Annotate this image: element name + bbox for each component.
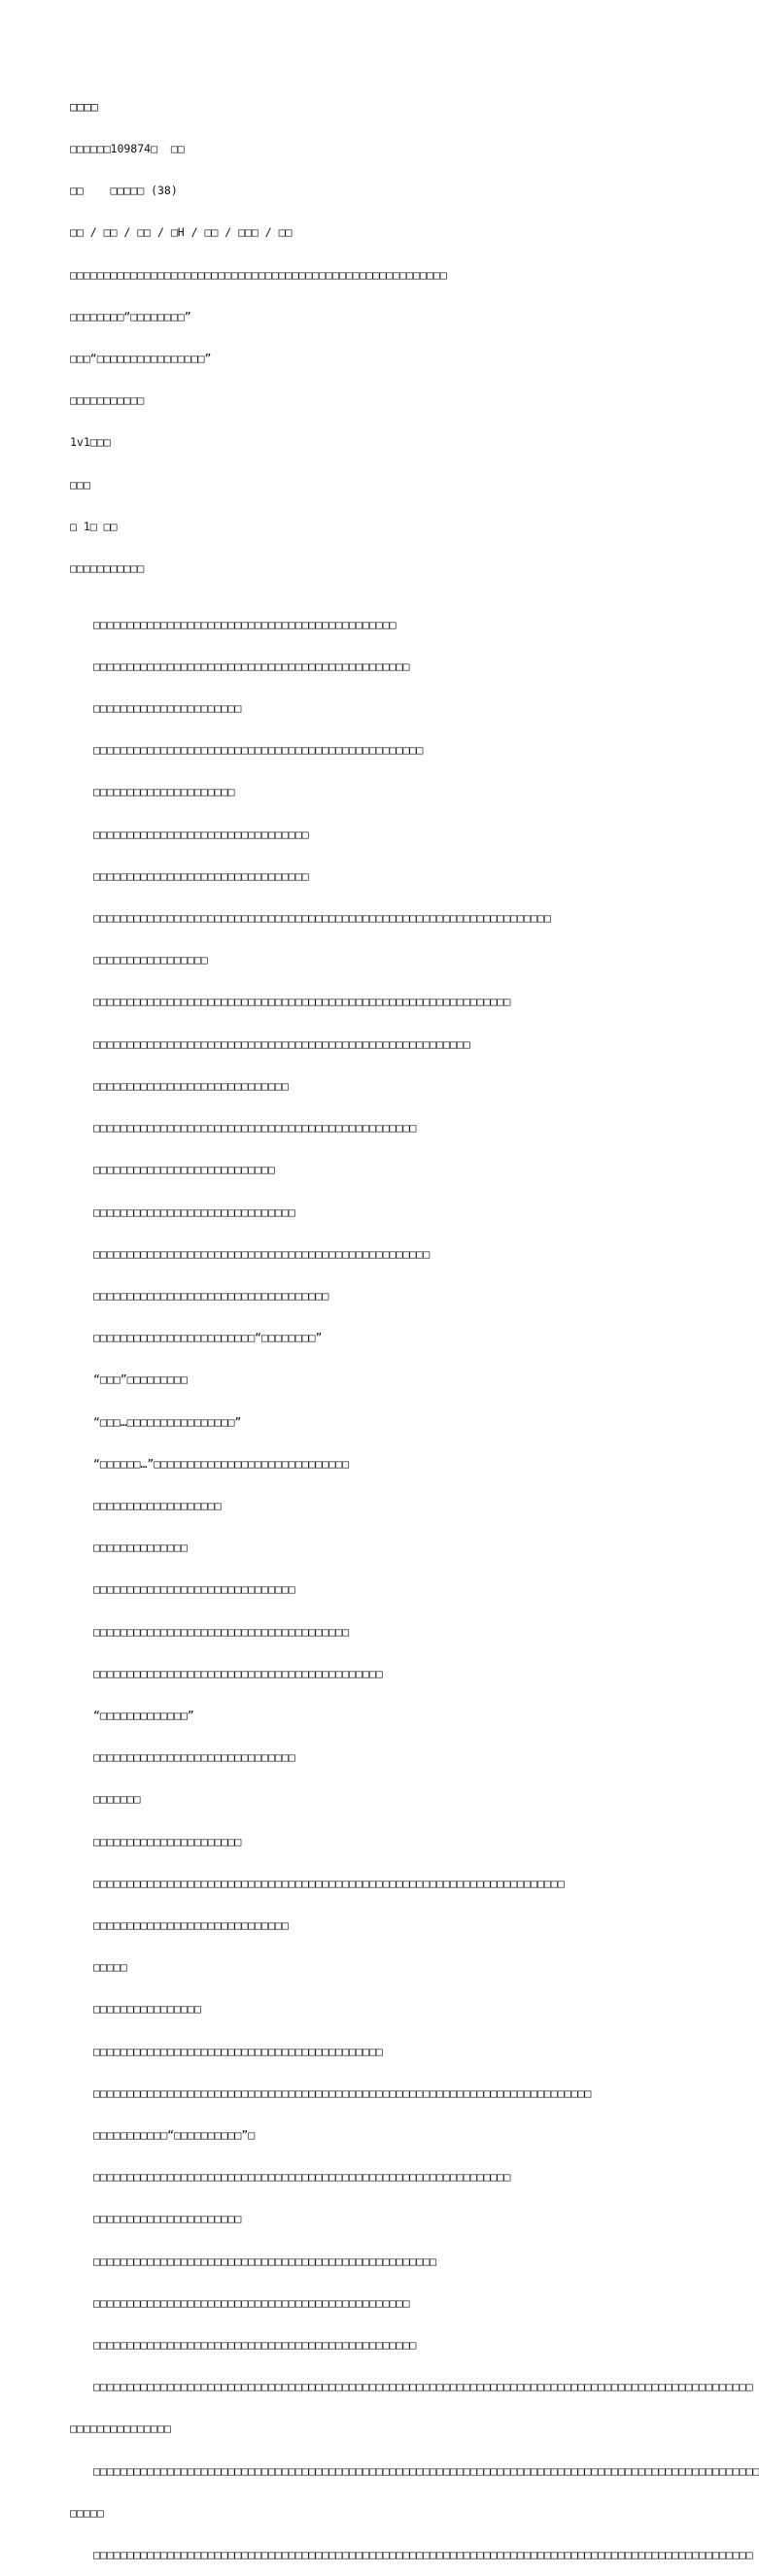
paragraph-line: □□□□□□□□□□□□□□□□ xyxy=(93,2002,201,2017)
paragraph-line: “□□□□□□…”□□□□□□□□□□□□□□□□□□□□□□□□□□□□□ xyxy=(93,1456,350,1471)
paragraph-line: □□□□□□□□□□□□□□□□□□□□□□ xyxy=(93,701,242,716)
chapter-heading: □ 1□ □□ xyxy=(70,519,118,533)
paragraph-line: “□□□”□□□□□□□□□ xyxy=(93,1373,188,1387)
section-label: □□□ xyxy=(70,477,90,491)
paragraph-line: □□□□□□□□□□□□□□□□□□□□□□□□□□□□□□□□□□□□□□□□□□□□□□□□□□□□□□□□□□□□□□ xyxy=(93,2170,511,2185)
paragraph-line: □□□□□□□□□□□□□□□□□□□□□□□□□□□□□□ xyxy=(93,1582,295,1597)
paragraph-line: □□□□□□□□□□□□□□ xyxy=(93,1541,188,1555)
paragraph-line: □□□□□□□□□□□□□□□□□□□□□□□□□□□□□□□□□□□□□□□□□□□□□□□□□□□□□□□□□□□□□□□□□□□□□□ xyxy=(93,1876,565,1890)
paragraph-line: □□□□□□□□□□□□□□□□□□□□□□ xyxy=(93,2212,242,2226)
paragraph-line: □□□□□□□□□□□□□□□□□□□□□□□□□□□□□□□□□□□□□□□□□□□□□□□□□□□□□□□□□□□□□□□□□□□□ xyxy=(93,911,551,926)
breadcrumb[interactable]: □□ / □□ / □□ / □H / □□ / □□□ / □□ xyxy=(70,225,293,240)
paragraph-line: □□□□□□□□□□□□□□□□□□□□□□□□□□□□□□□□□□□□□□□□□□□□□□□□ xyxy=(93,2337,417,2352)
paragraph-line: □□□□□ xyxy=(93,1960,127,1975)
paragraph-line: □□□□□□□□□□□□□□□□□□□ xyxy=(93,1498,222,1512)
paragraph-line: □□□□□□□□□□□□□□□□□□□□□□□□□□□□□□□□□□□□□□□□□□□□□□□□□□□□□□□□□□□□□□□□□□□□□□□□□□ xyxy=(93,2085,592,2100)
paragraph-line: □□□□□□□□□□□□□□□□□□□□□□□□□□□□□□□□ xyxy=(93,868,309,883)
paragraph-line: □□□□□□□□□□□□□□□□□□□□□□□□□□□□□□□□□□□□□□□□□□□□□□□□□□□ xyxy=(93,2254,437,2268)
paragraph-line: □□□□□□□□□□□□□□□□□□□□□□□□□□□□□□□□□□□□□□□□□□□□□□□□□□ xyxy=(93,1246,431,1261)
paragraph-line: □□□□□□□□□□□□□□□□□□□□□□□□□□□□□□□□□□□□□□ xyxy=(93,1624,350,1639)
paragraph-line: □□□□□□□□□□□□□□□□□□□□□□□□□□□□□□□□□□□□□□□□□□□ xyxy=(93,2044,383,2058)
paragraph-line: □□□□□□□□□□□□□□□□□□□□□□□□□□□□□□□□□□□□□□□□□□□□□ xyxy=(93,617,397,631)
paragraph-line: □□□□□□□□□□□□□□□□□□□□□□□□□□□□□ xyxy=(93,1078,289,1093)
paragraph-line: □□□□□□□□□□□□□□□□□□□□□□□□□□□□□□□□□□□□□□□□□□□□□□□□□□□□□□□□ xyxy=(93,1036,470,1051)
paragraph-line: □□□□□□□□□□□□□□□□□□□□□□□□□□□□□□□□□□□ xyxy=(93,1288,329,1303)
meta-line: □□□□□□109874□ □□ xyxy=(70,142,185,156)
quote-line: □□□□□□□□“□□□□□□□□” xyxy=(70,309,191,323)
paragraph-line: □□□□□□□□□□□□□□□□□ xyxy=(93,953,208,967)
note-line: □□□□□□□□□□□ xyxy=(70,393,145,408)
paragraph-line: □□□□□□□□□□□“□□□□□□□□□□”□ xyxy=(93,2127,256,2142)
version-label: 1v1□□□ xyxy=(70,435,111,450)
paragraph-line: □□□□□□□□□□□□□□□□□□□□□□□□□□□□□□□□□□□□□□□□□□□□□□□□ xyxy=(93,1121,417,1135)
document-page xyxy=(70,72,759,2576)
page-title: □□□□ xyxy=(70,99,98,114)
chapter-subtitle: □□□□□□□□□□□ xyxy=(70,561,145,576)
paragraph-line: □□□□□□□□□□□□□□□□□□□□□□□□□□□□□□□□□□□□□□□□□□□□□□□□□□□□□□□□□□□□□□ xyxy=(93,995,511,1009)
paragraph-line: □□□□□□□□□□□□□□□□□□□□□□□□□□□□□□□□□□□□□□□□□□□□□□□ xyxy=(93,2295,410,2310)
paragraph-line: □□□□□ xyxy=(70,2505,104,2520)
paragraph-line: □□□□□□□□□□□□□□□□□□□□□□□□□□□□□□□□ xyxy=(93,827,309,841)
paragraph-line: □□□□□□□□□□□□□□□□□□□□□□□□□□□□□□□□□□□□□□□□□□□ xyxy=(93,1666,383,1680)
paragraph-line: □□□□□□□□□□□□□□□□□□□□□□ xyxy=(93,1834,242,1848)
paragraph-line: □□□□□□□□□□□□□□□□□□□□□ xyxy=(93,785,235,799)
paragraph-line: “□□□□□□□□□□□□□” xyxy=(93,1708,194,1722)
paragraph-line: □□□□□□□□□□□□□□□□□□□□□□□□□□□□□ xyxy=(93,1917,289,1932)
paragraph-line: □□□□□□□ xyxy=(93,1792,141,1807)
paragraph-line: □□□□□□□□□□□□□□□□□□□□□□□□□□□□□□□□□□□□□□□□□□□□□□□□□□□□□□□□□□□□□□□□□□□□□□□□□□□□□□□□□□□□□□□□□□□□□□□□□□ xyxy=(93,2548,753,2561)
paragraph-line: □□□□□□□□□□□□□□□□□□□□□□□□□□□□□□□□□□□□□□□□□□□□□□□□□□□□□□□□□□□□□□□□□□□□□□□□□□□□□□□□□□□□□□□□□□□□□□□□□□ xyxy=(93,2380,753,2394)
paragraph-line: □□□□□□□□□□□□□□□□□□□□□□□□□□□□□□□□□□□□□□□□□□□□□□□□□ xyxy=(93,743,424,758)
paragraph-line: □□□□□□□□□□□□□□□□□□□□□□□□□□□ xyxy=(93,1163,275,1177)
summary-line: □□□□□□□□□□□□□□□□□□□□□□□□□□□□□□□□□□□□□□□□□□□□□□□□□□□□□□□□ xyxy=(70,267,447,282)
paragraph-line: □□□□□□□□□□□□□□□ xyxy=(70,2422,171,2436)
paragraph-line: □□□□□□□□□□□□□□□□□□□□□□□□□□□□□□□□□□□□□□□□□□□□□□□□□□□□□□□□□□□□□□□□□□□□□□□□□□□□□□□□□□□□□□□□□□□□□□□□□□□ xyxy=(93,2463,759,2478)
quote-line: □□□“□□□□□□□□□□□□□□□□” xyxy=(70,352,212,366)
paragraph-line: “□□□…□□□□□□□□□□□□□□□□” xyxy=(93,1414,242,1429)
paragraph-line: □□□□□□□□□□□□□□□□□□□□□□□□□□□□□□ xyxy=(93,1750,295,1765)
paragraph-line: □□□□□□□□□□□□□□□□□□□□□□□□□□□□□□□□□□□□□□□□□□□□□□□ xyxy=(93,659,410,673)
paragraph-line: □□□□□□□□□□□□□□□□□□□□□□□□□□□□□□ xyxy=(93,1204,295,1219)
stats-line: □□ □□□□□ (38) xyxy=(70,184,178,198)
paragraph-line: □□□□□□□□□□□□□□□□□□□□□□□□“□□□□□□□□” xyxy=(93,1331,323,1345)
